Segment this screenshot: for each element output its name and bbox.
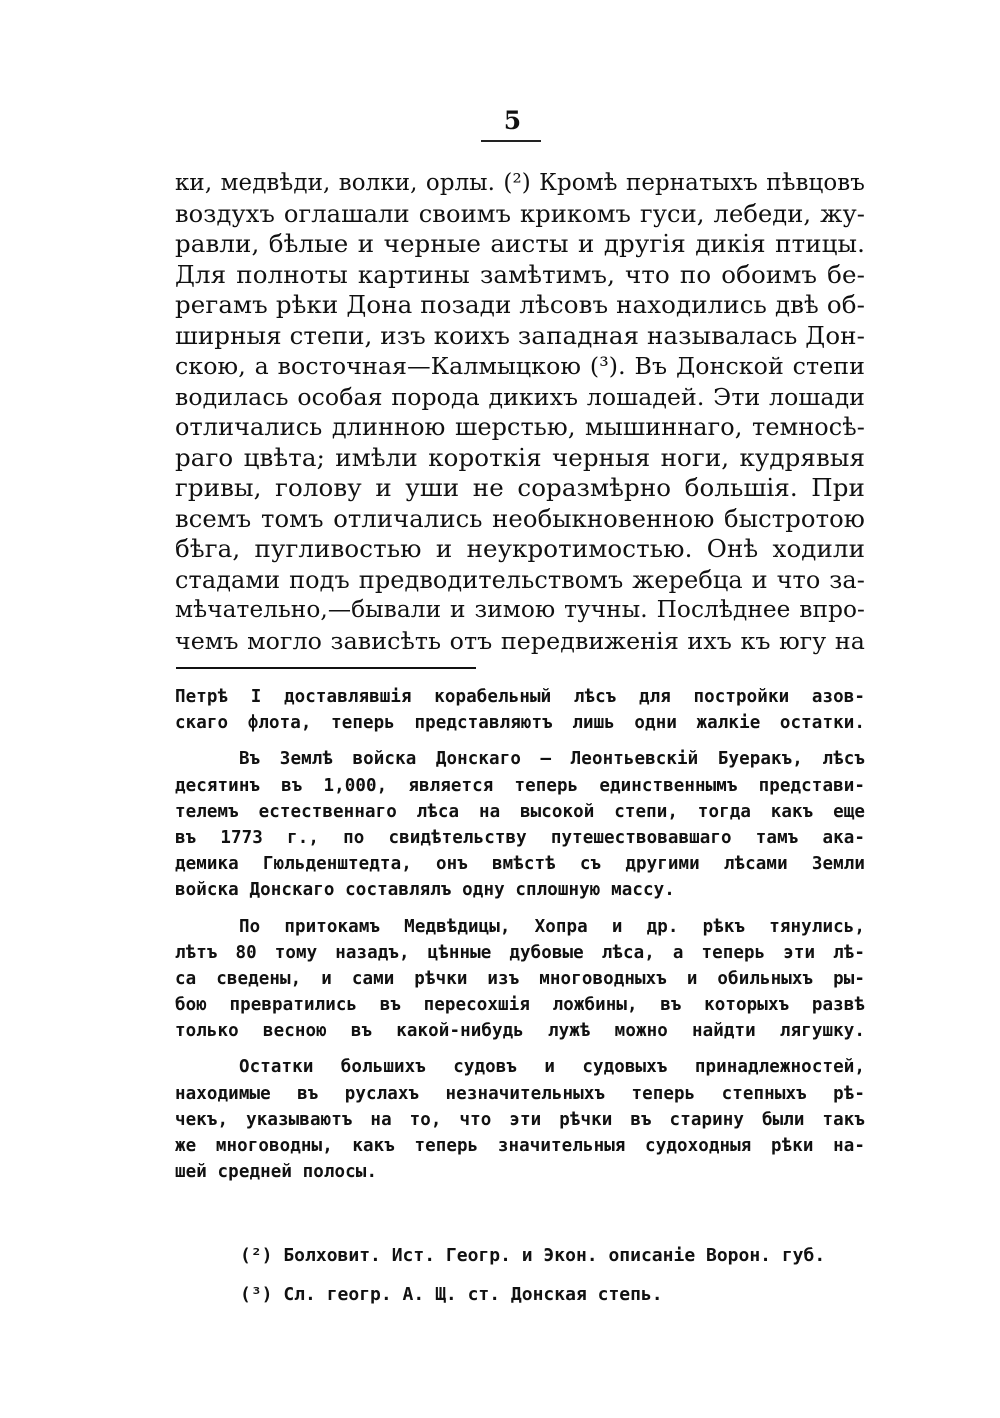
reference-notes xyxy=(240,1236,870,1314)
footnote-paragraph xyxy=(175,746,865,903)
page-number: 5 xyxy=(503,106,522,135)
footnote-line: демика Гюльденштедта, онъ вмѣстѣ съ другими лѣсами Земли xyxy=(175,854,865,875)
footnote-line: находимые въ руслахъ незначительныхъ теперь степныхъ рѣ- xyxy=(175,1083,865,1104)
body-line: ширныя степи, изъ коихъ западная называлась Дон- xyxy=(175,320,865,350)
footnote-line: только весною въ какой-нибудь лужѣ можно найдти лягушку. xyxy=(175,1021,865,1042)
footnote-block xyxy=(175,684,865,1185)
footnote-line: Петрѣ I доставлявшія корабельный лѣсъ для постройки азов- xyxy=(175,687,865,707)
footnote-line: же многоводны, какъ теперь значительныя судоходныя рѣки на- xyxy=(175,1136,865,1156)
body-line: ки, медвѣди, волки, орлы. (²) Кромѣ пернатыхъ пѣвцовъ xyxy=(175,170,865,196)
body-line: водилась особая порода дикихъ лошадей. Эти лошади xyxy=(175,382,865,411)
reference-note: (³) Сл. геогр. А. Щ. ст. Донская степь. xyxy=(240,1284,663,1305)
body-line: чемъ могло зависѣть отъ передвиженія ихъ къ югу на xyxy=(175,626,865,655)
footnote-line: чекъ, указываютъ на то, что эти рѣчки въ старину были такъ xyxy=(175,1109,865,1130)
footnote-paragraph xyxy=(175,914,865,1045)
body-line: отличались длинною шерстью, мышиннаго, темносѣ- xyxy=(175,413,865,441)
footnote-paragraph xyxy=(175,684,865,736)
footnote-paragraph xyxy=(175,1054,865,1185)
body-line: всемъ томъ отличались необыкновенною быстротою xyxy=(175,503,865,533)
footnote-line: телемъ естественнаго лѣса на высокой степи, тогда какъ еще xyxy=(175,801,865,822)
body-line: регамъ рѣки Дона позади лѣсовъ находились двѣ об- xyxy=(175,290,865,319)
body-line: бѣга, пугливостью и неукротимостью. Онѣ ходили xyxy=(175,534,865,563)
body-line: мѣчательно,—бывали и зимою тучны. Послѣднее впро- xyxy=(175,596,865,623)
page-number-underline xyxy=(481,140,541,142)
body-line: равли, бѣлые и черные аисты и другія дикія птицы. xyxy=(175,229,865,258)
footnote-line: бою превратились въ пересохшія ложбины, въ которыхъ развѣ xyxy=(175,995,865,1016)
footnote-line: войска Донскаго составлялъ одну сплошную массу. xyxy=(175,880,675,901)
body-line: гривы, голову и уши не соразмѣрно большія. При xyxy=(175,473,865,502)
body-line: Для полноты картины замѣтимъ, что по обоимъ бе- xyxy=(175,259,865,289)
footnote-line: Въ Землѣ войска Донскаго — Леонтьевскій Буеракъ, лѣсъ xyxy=(239,749,865,770)
footnote-line: скаго флота, теперь представляютъ лишь одни жалкіе остатки. xyxy=(175,713,865,734)
footnote-separator xyxy=(176,667,476,669)
footnote-line: въ 1773 г., по свидѣтельству путешествовавшаго тамъ ака- xyxy=(175,827,865,848)
footnote-line: са сведены, и сами рѣчки изъ многоводныхъ и обильныхъ ры- xyxy=(175,968,865,989)
footnote-line: По притокамъ Медвѣдицы, Хопра и др. рѣкъ тянулись, xyxy=(239,916,865,937)
footnote-line: Остатки большихъ судовъ и судовыхъ принадлежностей, xyxy=(239,1057,865,1078)
body-line: раго цвѣта; имѣли короткія черныя ноги, кудрявыя xyxy=(175,442,865,472)
footnote-line: десятинъ въ 1,000, является теперь единственнымъ представи- xyxy=(175,775,865,796)
footnote-line: лѣтъ 80 тому назадъ, цѣнные дубовые лѣса, а теперь эти лѣ- xyxy=(175,942,865,963)
body-line: воздухъ оглашали своимъ крикомъ гуси, лебеди, жу- xyxy=(175,199,865,228)
main-body-text xyxy=(175,168,865,656)
reference-note: (²) Болховит. Ист. Геогр. и Экон. описаніе Ворон. губ. xyxy=(240,1245,826,1266)
body-line: стадами подъ предводительствомъ жеребца и что за- xyxy=(175,565,865,594)
footnote-line: шей средней полосы. xyxy=(175,1162,378,1183)
body-line: скою, а восточная—Калмыцкою (³). Въ Донской степи xyxy=(175,352,865,380)
